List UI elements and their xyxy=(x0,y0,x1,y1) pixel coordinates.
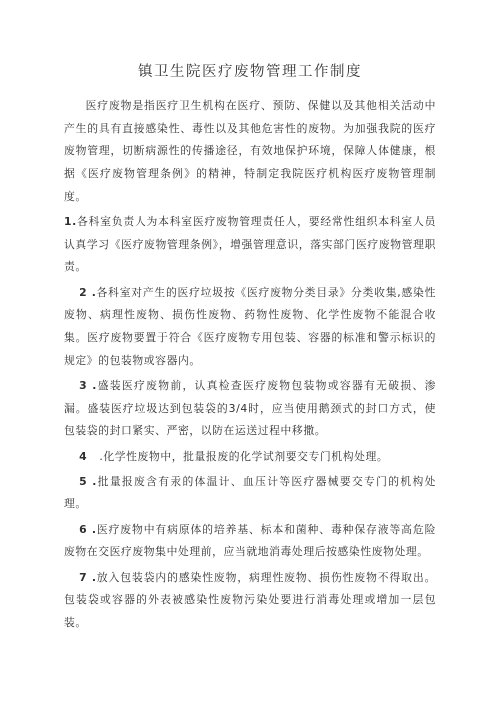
list-item-5 xyxy=(64,471,436,516)
list-item-1 xyxy=(64,211,436,279)
item-text: 各科室负责人为本科室医疗废物管理责任人，要经常性组织本科室人员认真学习《医疗废物管理条例》，增强管理意识，落实部门医疗废物管理职责。 xyxy=(64,215,436,274)
list-item-6 xyxy=(64,519,436,564)
item-text: 医疗废物中有病原体的培养基、标本和菌种、毒种保存液等高危险废物在交医疗废物集中处理前，应当就地消毒处理后按感染性废物处理。 xyxy=(64,522,436,559)
item-number: 4 xyxy=(79,449,88,463)
list-item-2 xyxy=(64,282,436,373)
item-text: 各科室对产生的医疗垃圾按《医疗废物分类目录》分类收集,感染性废物、病理性废物、损伤性废物、药物性废物、化学性废物不能混合收集。医疗废物要置于符合《医疗废物专用包装、容器的标准和警示标识的规定》的包装物或容器内。 xyxy=(64,285,436,367)
document-title: 镇卫生院医疗废物管理工作制度 xyxy=(138,64,362,80)
list-item-3 xyxy=(64,375,436,443)
item-text: 批量报废含有汞的体温计、血压计等医疗器械要交专门的机构处理。 xyxy=(64,474,436,511)
intro-paragraph: 医疗废物是指医疗卫生机构在医疗、预防、保健以及其他相关活动中产生的具有直接感染性、毒性以及其他危害性的废物。为加强我院的医疗废物管理，切断病源性的传播途径，有效地保护环境，保障人体健康，根据《医疗废物管理条例》的精神，特制定我院医疗机构医疗废物管理制度。 xyxy=(64,99,436,203)
item-number: 1. xyxy=(64,215,77,229)
item-number: 7 . xyxy=(79,570,97,584)
item-text: .化学性废物中，批量报废的化学试剂要交专门机构处理。 xyxy=(87,449,389,463)
item-text: 盛装医疗废物前，认真检查医疗废物包装物或容器有无破损、渗漏。盛装医疗垃圾达到包装袋的3/4时，应当使用鹅颈式的封口方式，使包装袋的封口紧实、严密，以防在运送过程中移撒。 xyxy=(64,378,436,438)
item-number: 6 . xyxy=(79,522,97,536)
list-item-7 xyxy=(64,567,436,635)
item-number: 3 . xyxy=(79,378,97,392)
item-number: 2 . xyxy=(79,285,97,299)
item-number: 5 . xyxy=(79,474,97,488)
document-body xyxy=(64,95,436,637)
item-text: 放入包装袋内的感染性废物，病理性废物、损伤性废物不得取出。包装袋或容器的外表被感染性废物污染处要进行消毒处理或增加一层包装。 xyxy=(64,570,436,629)
list-item-4 xyxy=(64,446,436,469)
